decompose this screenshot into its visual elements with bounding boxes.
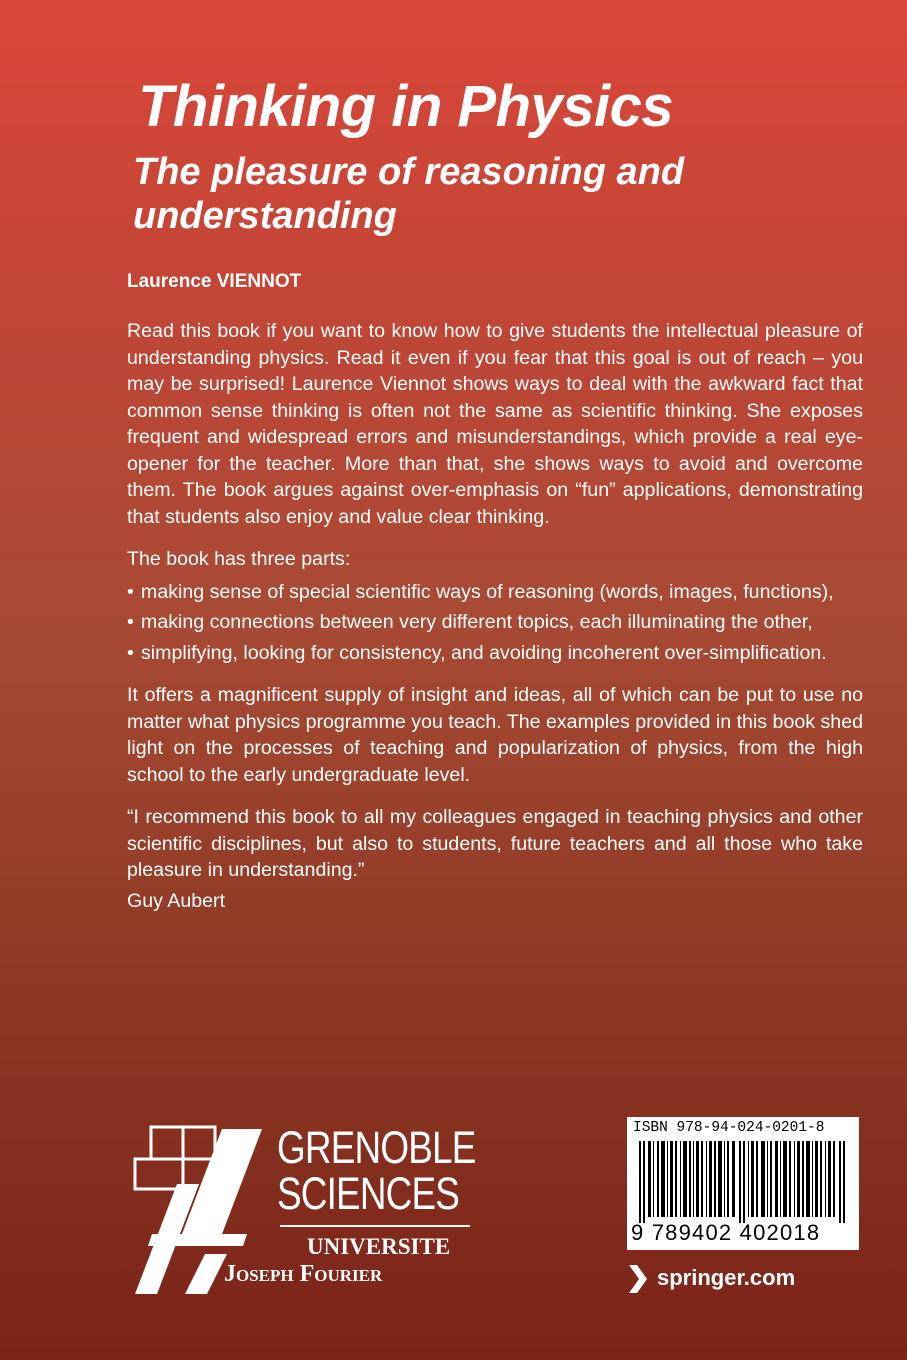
bullet-icon: • [127,580,134,603]
parts-list [127,579,863,667]
chevron-right-icon [627,1264,649,1294]
endorsement-quote: “I recommend this book to all my colleagues engaged in teaching physics and other scientific disciplines, but also to students, future teachers and all those who take pleasure in understanding.” [127,806,863,881]
isbn-barcode [627,1117,859,1250]
list-item-text: making connections between very different topics, each illuminating the other, [141,611,813,633]
blurb-paragraph-1: Read this book if you want to know how to give students the intellectual pleasure of understanding physics. Read it even if you fear that this goal is out of reach – you may be surprised! Laurence Viennot shows ways to deal with the awkward fact that common sense thinking is often not the same as scientific thinking. She exposes frequent and widespread errors and misunderstandings, which provide a real eye-opener for the teacher. More than that, she shows ways to avoid and overcome them. The book argues against over-emphasis on “fun” applications, demonstrating that students also enjoy and value clear thinking. [127,320,863,528]
blurb [127,318,863,930]
grenoble-sciences-logo [127,1124,477,1299]
quote-attribution: Guy Aubert [127,889,226,912]
barcode-icon [639,1141,849,1223]
list-item [127,609,863,636]
book-subtitle: The pleasure of reasoning and understanding [133,151,685,237]
author-name: Laurence VIENNOT [127,271,302,292]
list-item [127,640,863,667]
logo-text-joseph-fourier: Joseph Fourier [224,1261,383,1287]
isbn-number: ISBN 978-94-024-0201-8 [633,1120,825,1136]
logo-divider [280,1225,470,1227]
blurb-paragraph-2: It offers a magnificent supply of insight and ideas, all of which can be put to use no matter what physics programme you teach. The examples provided in this book shed light on the processes of teaching and popularization of physics, from the high school to the early undergraduate level. [127,684,863,786]
list-item-text: simplifying, looking for consistency, and avoiding incoherent over-simplification. [141,641,827,664]
logo-text-grenoble: GRENOBLE [277,1122,476,1173]
bullet-icon: • [127,641,134,664]
parts-intro: The book has three parts: [127,548,351,570]
springer-url: springer.com [657,1265,796,1290]
list-item-text: making sense of special scientific ways of reasoning (words, images, functions), [141,580,834,603]
bullet-icon: • [127,611,134,633]
ean-number: 9 789402 402018 [631,1220,821,1245]
list-item [127,579,863,606]
logo-text-sciences: SCIENCES [277,1168,460,1219]
logo-text-universite: UNIVERSITE [307,1234,451,1259]
book-title: Thinking in Physics [138,74,674,139]
